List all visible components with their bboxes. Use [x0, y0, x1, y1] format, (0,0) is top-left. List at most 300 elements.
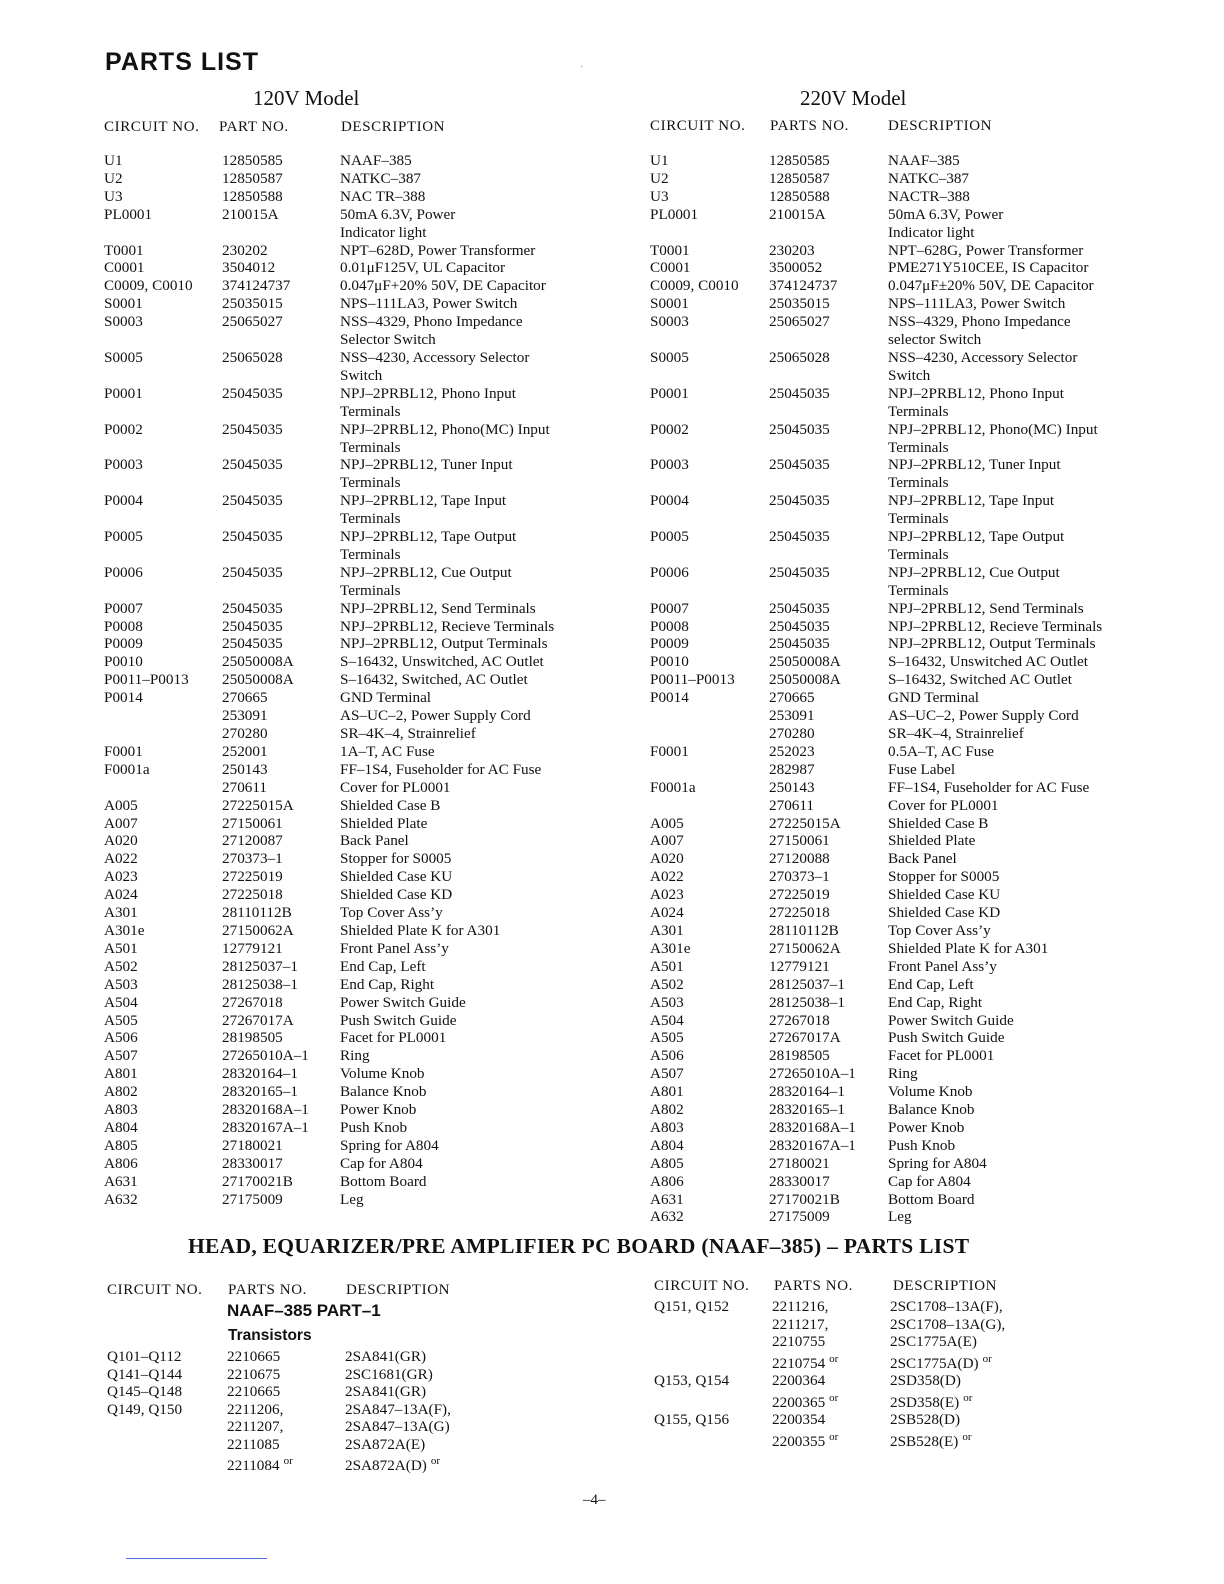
table-row — [104, 1047, 554, 1065]
part-no-cell: 28320164–1 — [769, 1083, 845, 1101]
description-cell: NPJ–2PRBL12, Send Terminals — [888, 599, 1084, 617]
part-no-cell: 282987 — [769, 760, 815, 778]
table-row — [104, 815, 554, 833]
circuit-no-cell: T0001 — [104, 241, 144, 259]
or-note: or — [430, 1455, 441, 1467]
board-col-header-desc-left: DESCRIPTION — [346, 1282, 451, 1298]
description-cell: NAC TR–388 — [340, 187, 426, 205]
description-cell: S–16432, Unswitched, AC Outlet — [340, 653, 544, 671]
part-no-cell: 27225015A — [222, 796, 294, 814]
circuit-no-cell: A301 — [104, 904, 138, 922]
table-row — [650, 1101, 1102, 1119]
description-cell: Shielded Plate — [888, 832, 976, 850]
table-row — [104, 1065, 554, 1083]
part-no-cell: 12850588 — [222, 187, 283, 205]
circuit-no-cell: A804 — [104, 1118, 138, 1136]
part-no-cell: 250143 — [769, 778, 815, 796]
part-no-cell: 2211216, — [772, 1298, 829, 1315]
circuit-no-cell: Q101–Q112 — [107, 1348, 182, 1365]
part-no-cell: 27150062A — [222, 921, 294, 939]
circuit-no-cell: A804 — [650, 1136, 684, 1154]
description-cell: 2SA872A(D) $^{or}$ — [345, 1455, 441, 1474]
circuit-no-cell — [104, 367, 222, 385]
circuit-no-cell: P0008 — [104, 617, 143, 635]
description-cell: NSS–4329, Phono Impedance — [888, 313, 1071, 331]
description-cell: Spring for A804 — [888, 1154, 987, 1172]
description-cell: NACTR–388 — [888, 187, 970, 205]
circuit-no-cell — [107, 1418, 227, 1436]
part-no-cell: 2210665 — [227, 1383, 281, 1400]
circuit-no-cell: A506 — [650, 1047, 684, 1065]
table-row — [104, 994, 554, 1012]
circuit-no-cell: S0001 — [104, 295, 143, 313]
description-cell: Back Panel — [888, 850, 957, 868]
board-col-header-part-left: PARTS NO. — [228, 1282, 307, 1298]
description-cell: NPJ–2PRBL12, Phono Input — [340, 384, 516, 402]
part-no-cell — [222, 403, 340, 421]
table-row — [104, 510, 554, 528]
part-no-cell: 250143 — [222, 760, 268, 778]
page-number: –4– — [583, 1492, 606, 1508]
col-header-circuit-220: CIRCUIT NO. — [650, 118, 746, 134]
description-cell: S–16432, Unswitched AC Outlet — [888, 653, 1088, 671]
board-group-label: Transistors — [228, 1327, 312, 1344]
part-no-cell: 27175009 — [222, 1190, 283, 1208]
circuit-no-cell: PL0001 — [104, 205, 153, 223]
table-row — [104, 421, 554, 439]
description-cell: NATKC–387 — [340, 169, 422, 187]
table-row — [650, 277, 1102, 295]
circuit-no-cell: T0001 — [650, 241, 690, 259]
description-cell: Ring — [888, 1065, 918, 1083]
part-no-cell: 27175009 — [769, 1208, 830, 1226]
table-row — [104, 1012, 554, 1030]
part-no-cell: 25065028 — [769, 348, 830, 366]
description-cell: Indicator light — [340, 223, 427, 241]
table-row — [650, 653, 1102, 671]
part-no-cell — [222, 439, 340, 457]
circuit-no-cell — [104, 779, 222, 797]
description-cell: 2SD358(D) — [890, 1372, 961, 1389]
table-row — [650, 510, 1102, 528]
table-row — [104, 976, 554, 994]
circuit-no-cell: F0001a — [650, 778, 696, 796]
description-cell: Switch — [340, 366, 383, 384]
circuit-no-cell: A007 — [650, 832, 684, 850]
table-row — [654, 1298, 1005, 1316]
table-row — [104, 546, 554, 564]
part-no-cell — [222, 474, 340, 492]
part-no-cell: 2211207, — [227, 1418, 284, 1435]
part-no-cell — [222, 510, 340, 528]
part-no-cell: 270665 — [769, 689, 815, 707]
circuit-no-cell: Q153, Q154 — [654, 1372, 730, 1389]
circuit-no-cell: F0001 — [104, 742, 143, 760]
circuit-no-cell — [650, 707, 769, 725]
description-cell: Stopper for S0005 — [340, 850, 452, 868]
part-no-cell: 27225018 — [222, 886, 283, 904]
circuit-no-cell: A020 — [650, 850, 684, 868]
table-row — [650, 1173, 1102, 1191]
part-no-cell: 374124737 — [769, 277, 838, 295]
description-cell: Top Cover Ass’y — [340, 904, 443, 922]
description-cell: NPJ–2PRBL12, Phono Input — [888, 384, 1064, 402]
circuit-no-cell — [104, 331, 222, 349]
description-cell: Stopper for S0005 — [888, 868, 1000, 886]
table-row — [650, 635, 1102, 653]
table-row — [104, 886, 554, 904]
table-row — [650, 188, 1102, 206]
part-no-cell: 25045035 — [769, 617, 830, 635]
or-note: or — [829, 1391, 839, 1404]
description-cell: Facet for PL0001 — [888, 1047, 995, 1065]
circuit-no-cell: A501 — [650, 957, 684, 975]
circuit-no-cell: P0007 — [104, 599, 143, 617]
circuit-no-cell: S0005 — [650, 348, 689, 366]
part-no-cell: 25050008A — [769, 671, 841, 689]
part-no-cell: 27265010A–1 — [769, 1065, 856, 1083]
or-note: or — [829, 1430, 839, 1443]
table-row — [650, 1137, 1102, 1155]
table-row — [104, 600, 554, 618]
table-row — [650, 725, 1102, 743]
circuit-no-cell — [654, 1429, 772, 1451]
table-row — [650, 474, 1102, 492]
description-cell: Terminals — [340, 474, 401, 492]
circuit-no-cell: Q151, Q152 — [654, 1298, 730, 1315]
circuit-no-cell — [104, 439, 222, 457]
description-cell: End Cap, Right — [340, 975, 435, 993]
circuit-no-cell: S0003 — [650, 313, 689, 331]
description-cell: Bottom Board — [340, 1172, 427, 1190]
circuit-no-cell: A502 — [104, 957, 138, 975]
part-no-cell: 27225019 — [769, 886, 830, 904]
or-note: or — [962, 1430, 972, 1443]
table-row — [650, 1119, 1102, 1137]
part-no-cell: 210015A — [769, 205, 826, 223]
table-row — [650, 242, 1102, 260]
circuit-no-cell: A505 — [650, 1029, 684, 1047]
circuit-no-cell: U2 — [650, 169, 669, 187]
col-header-desc-120: DESCRIPTION — [341, 119, 446, 135]
description-cell: 0.047μF±20% 50V, DE Capacitor — [888, 277, 1094, 295]
table-row — [650, 582, 1102, 600]
circuit-no-cell: C0009, C0010 — [104, 277, 193, 295]
table-row — [104, 492, 554, 510]
table-row — [104, 1191, 554, 1209]
table-row — [107, 1418, 451, 1436]
part-no-cell — [769, 546, 888, 564]
part-no-cell: 25045035 — [769, 384, 830, 402]
part-no-cell: 27267018 — [769, 1011, 830, 1029]
description-cell: GND Terminal — [340, 689, 432, 707]
description-cell: Top Cover Ass’y — [888, 921, 991, 939]
circuit-no-cell: P0007 — [650, 599, 689, 617]
table-row — [650, 1191, 1102, 1209]
table-row — [650, 385, 1102, 403]
circuit-no-cell — [654, 1333, 772, 1351]
part-no-cell: 25045035 — [222, 456, 283, 474]
board-col-header-circuit-right: CIRCUIT NO. — [654, 1278, 750, 1294]
circuit-no-cell: P0005 — [650, 528, 689, 546]
part-no-cell: 2211085 — [227, 1435, 280, 1453]
table-row — [104, 474, 554, 492]
circuit-no-cell: A803 — [650, 1118, 684, 1136]
table-row — [104, 224, 554, 242]
part-no-cell: 210015A — [222, 205, 279, 223]
description-cell: 2SB528(E) $^{or}$ — [890, 1430, 972, 1450]
or-note: or — [982, 1352, 992, 1365]
part-no-cell: 25045035 — [769, 492, 830, 510]
board-section-title: HEAD, EQUARIZER/PRE AMPLIFIER PC BOARD (NAAF–385) – PARTS LIST — [188, 1234, 970, 1258]
description-cell: NPS–111LA3, Power Switch — [888, 295, 1066, 313]
part-no-cell: 27225015A — [769, 814, 841, 832]
part-no-cell: 25045035 — [222, 384, 283, 402]
table-row — [650, 689, 1102, 707]
description-cell: Shielded Case B — [888, 814, 989, 832]
part-no-cell: 25045035 — [769, 420, 830, 438]
table-row — [650, 259, 1102, 277]
part-no-cell — [769, 510, 888, 528]
table-row — [650, 743, 1102, 761]
table-row — [104, 188, 554, 206]
table-row — [650, 1012, 1102, 1030]
part-no-cell: 27267018 — [222, 993, 283, 1011]
table-row — [107, 1401, 451, 1419]
table-row — [104, 331, 554, 349]
part-no-cell: 28110112B — [222, 904, 292, 922]
circuit-no-cell: A005 — [104, 796, 138, 814]
circuit-no-cell: P0011–P0013 — [104, 671, 189, 689]
part-no-cell: 25045035 — [222, 420, 283, 438]
description-cell: NPJ–2PRBL12, Output Terminals — [888, 635, 1096, 653]
description-cell: Terminals — [888, 474, 949, 492]
table-row — [104, 1101, 554, 1119]
part-no-cell — [769, 331, 888, 349]
board-col-header-desc-right: DESCRIPTION — [893, 1278, 998, 1294]
circuit-no-cell: P0010 — [104, 653, 143, 671]
description-cell: Terminals — [340, 438, 401, 456]
part-no-cell — [769, 439, 888, 457]
part-no-cell: 2210755 — [772, 1333, 826, 1350]
part-no-cell: 25050008A — [222, 653, 294, 671]
table-row — [650, 224, 1102, 242]
part-no-cell: 25045035 — [222, 528, 283, 546]
circuit-no-cell: A632 — [104, 1190, 138, 1208]
part-no-cell — [769, 224, 888, 242]
part-no-cell: 2200365 $^{or}$ — [772, 1391, 839, 1411]
description-cell: AS–UC–2, Power Supply Cord — [888, 707, 1079, 725]
circuit-no-cell — [104, 725, 222, 743]
circuit-no-cell: A802 — [650, 1101, 684, 1119]
description-cell: 0.047μF+20% 50V, DE Capacitor — [340, 277, 546, 295]
table-row — [104, 206, 554, 224]
table-row — [104, 797, 554, 815]
description-cell: Selector Switch — [340, 331, 436, 349]
circuit-no-cell: Q155, Q156 — [654, 1411, 730, 1428]
description-cell: Shielded Case KU — [888, 886, 1001, 904]
description-cell: Cap for A804 — [340, 1154, 423, 1172]
table-row — [650, 331, 1102, 349]
table-row — [650, 349, 1102, 367]
description-cell: Power Knob — [888, 1118, 965, 1136]
part-no-cell: 27225018 — [769, 904, 830, 922]
circuit-no-cell — [650, 331, 769, 349]
part-no-cell: 27150061 — [222, 814, 283, 832]
part-no-cell: 230203 — [769, 241, 815, 259]
part-no-cell: 27267017A — [769, 1029, 841, 1047]
table-row — [107, 1453, 451, 1475]
table-row — [650, 1155, 1102, 1173]
part-no-cell — [222, 367, 340, 385]
board-col-header-part-right: PARTS NO. — [774, 1278, 853, 1294]
circuit-no-cell: C0001 — [650, 259, 691, 277]
description-cell: NPJ–2PRBL12, Phono(MC) Input — [340, 420, 550, 438]
table-row — [650, 1208, 1102, 1226]
circuit-no-cell: S0001 — [650, 295, 689, 313]
or-note: or — [963, 1391, 973, 1404]
circuit-no-cell — [104, 403, 222, 421]
part-no-cell: 25050008A — [222, 671, 294, 689]
stray-mark: · — [580, 62, 584, 73]
circuit-no-cell: A805 — [104, 1136, 138, 1154]
part-no-cell: 28320167A–1 — [222, 1118, 309, 1136]
circuit-no-cell: A507 — [650, 1065, 684, 1083]
part-no-cell: 27225019 — [222, 868, 283, 886]
circuit-no-cell: P0003 — [650, 456, 689, 474]
description-cell: 2SA841(GR) — [345, 1383, 427, 1400]
part-no-cell — [769, 582, 888, 600]
table-row — [650, 546, 1102, 564]
description-cell: NAAF–385 — [340, 152, 412, 169]
circuit-no-cell: A631 — [650, 1190, 684, 1208]
circuit-no-cell: A501 — [104, 939, 138, 957]
table-row — [650, 421, 1102, 439]
table-row — [654, 1316, 1005, 1334]
description-cell: Switch — [888, 366, 931, 384]
table-row — [650, 170, 1102, 188]
circuit-no-cell: Q145–Q148 — [107, 1383, 183, 1400]
part-no-cell: 2210675 — [227, 1365, 281, 1383]
part-no-cell: 2210665 — [227, 1348, 281, 1365]
table-row — [104, 456, 554, 474]
description-cell: NPJ–2PRBL12, Cue Output — [340, 563, 512, 581]
circuit-no-cell: P0014 — [650, 689, 689, 707]
description-cell: selector Switch — [888, 331, 982, 349]
table-row — [107, 1436, 451, 1454]
description-cell: Balance Knob — [340, 1083, 427, 1101]
table-row — [650, 976, 1102, 994]
circuit-no-cell: A504 — [104, 993, 138, 1011]
circuit-no-cell — [104, 510, 222, 528]
board-table-right — [654, 1298, 1005, 1450]
table-row — [650, 940, 1102, 958]
table-row — [104, 528, 554, 546]
description-cell: 2SC1708–13A(F), — [890, 1298, 1003, 1315]
circuit-no-cell: P0006 — [650, 563, 689, 581]
table-row — [104, 707, 554, 725]
circuit-no-cell: PL0001 — [650, 205, 699, 223]
table-row — [104, 1137, 554, 1155]
description-cell: End Cap, Right — [888, 993, 983, 1011]
table-row — [650, 439, 1102, 457]
part-no-cell: 28125037–1 — [222, 957, 298, 975]
part-no-cell: 27180021 — [222, 1136, 283, 1154]
description-cell: NPJ–2PRBL12, Send Terminals — [340, 599, 536, 617]
part-no-cell: 28320167A–1 — [769, 1136, 856, 1154]
description-cell: S–16432, Switched AC Outlet — [888, 671, 1072, 689]
description-cell: 2SA841(GR) — [345, 1348, 427, 1365]
description-cell: Cover for PL0001 — [340, 778, 451, 796]
description-cell: 2SD358(E) $^{or}$ — [890, 1391, 973, 1411]
description-cell: NSS–4230, Accessory Selector — [340, 348, 530, 366]
parts-table-220v — [650, 152, 1102, 1226]
table-row — [650, 1083, 1102, 1101]
description-cell: Terminals — [340, 402, 401, 420]
part-no-cell: 2200354 — [772, 1411, 826, 1428]
table-row — [104, 850, 554, 868]
description-cell: Leg — [888, 1208, 912, 1226]
circuit-no-cell: F0001 — [650, 742, 689, 760]
table-row — [104, 1119, 554, 1137]
table-row — [104, 940, 554, 958]
circuit-no-cell: P0008 — [650, 617, 689, 635]
circuit-no-cell — [650, 510, 769, 528]
col-header-circuit-120: CIRCUIT NO. — [104, 119, 200, 135]
description-cell: End Cap, Left — [888, 975, 974, 993]
part-no-cell: 12779121 — [769, 957, 830, 975]
table-row — [650, 492, 1102, 510]
part-no-cell: 270280 — [222, 725, 268, 742]
table-row — [650, 528, 1102, 546]
description-cell: NPJ–2PRBL12, Tuner Input — [888, 456, 1061, 474]
table-row — [107, 1366, 451, 1384]
part-no-cell: 27170021B — [769, 1190, 840, 1208]
part-no-cell: 25045035 — [222, 617, 283, 635]
part-no-cell: 28320168A–1 — [769, 1118, 856, 1136]
circuit-no-cell: P0009 — [104, 635, 143, 653]
circuit-no-cell: P0001 — [650, 384, 689, 402]
table-row — [650, 367, 1102, 385]
description-cell: Cap for A804 — [888, 1172, 971, 1190]
description-cell: NSS–4329, Phono Impedance — [340, 313, 523, 331]
part-no-cell: 25045035 — [222, 492, 283, 510]
circuit-no-cell — [650, 546, 769, 564]
description-cell: NATKC–387 — [888, 169, 970, 187]
circuit-no-cell — [654, 1351, 772, 1373]
circuit-no-cell — [650, 403, 769, 421]
part-no-cell — [769, 403, 888, 421]
table-row — [104, 743, 554, 761]
part-no-cell: 25035015 — [222, 295, 283, 313]
circuit-no-cell: C0001 — [104, 259, 145, 277]
part-no-cell: 27150062A — [769, 939, 841, 957]
circuit-no-cell: U2 — [104, 169, 123, 187]
circuit-no-cell: A301 — [650, 921, 684, 939]
table-row — [650, 797, 1102, 815]
circuit-no-cell: S0003 — [104, 313, 143, 331]
part-no-cell: 25035015 — [769, 295, 830, 313]
description-cell: 50mA 6.3V, Power — [888, 205, 1004, 223]
circuit-no-cell: A503 — [104, 975, 138, 993]
part-no-cell: 25045035 — [222, 599, 283, 617]
part-no-cell: 270611 — [769, 796, 814, 814]
circuit-no-cell: A024 — [104, 886, 138, 904]
circuit-no-cell — [650, 439, 769, 457]
part-no-cell: 28330017 — [769, 1172, 830, 1190]
description-cell: NPJ–2PRBL12, Tuner Input — [340, 456, 513, 474]
table-row — [650, 994, 1102, 1012]
